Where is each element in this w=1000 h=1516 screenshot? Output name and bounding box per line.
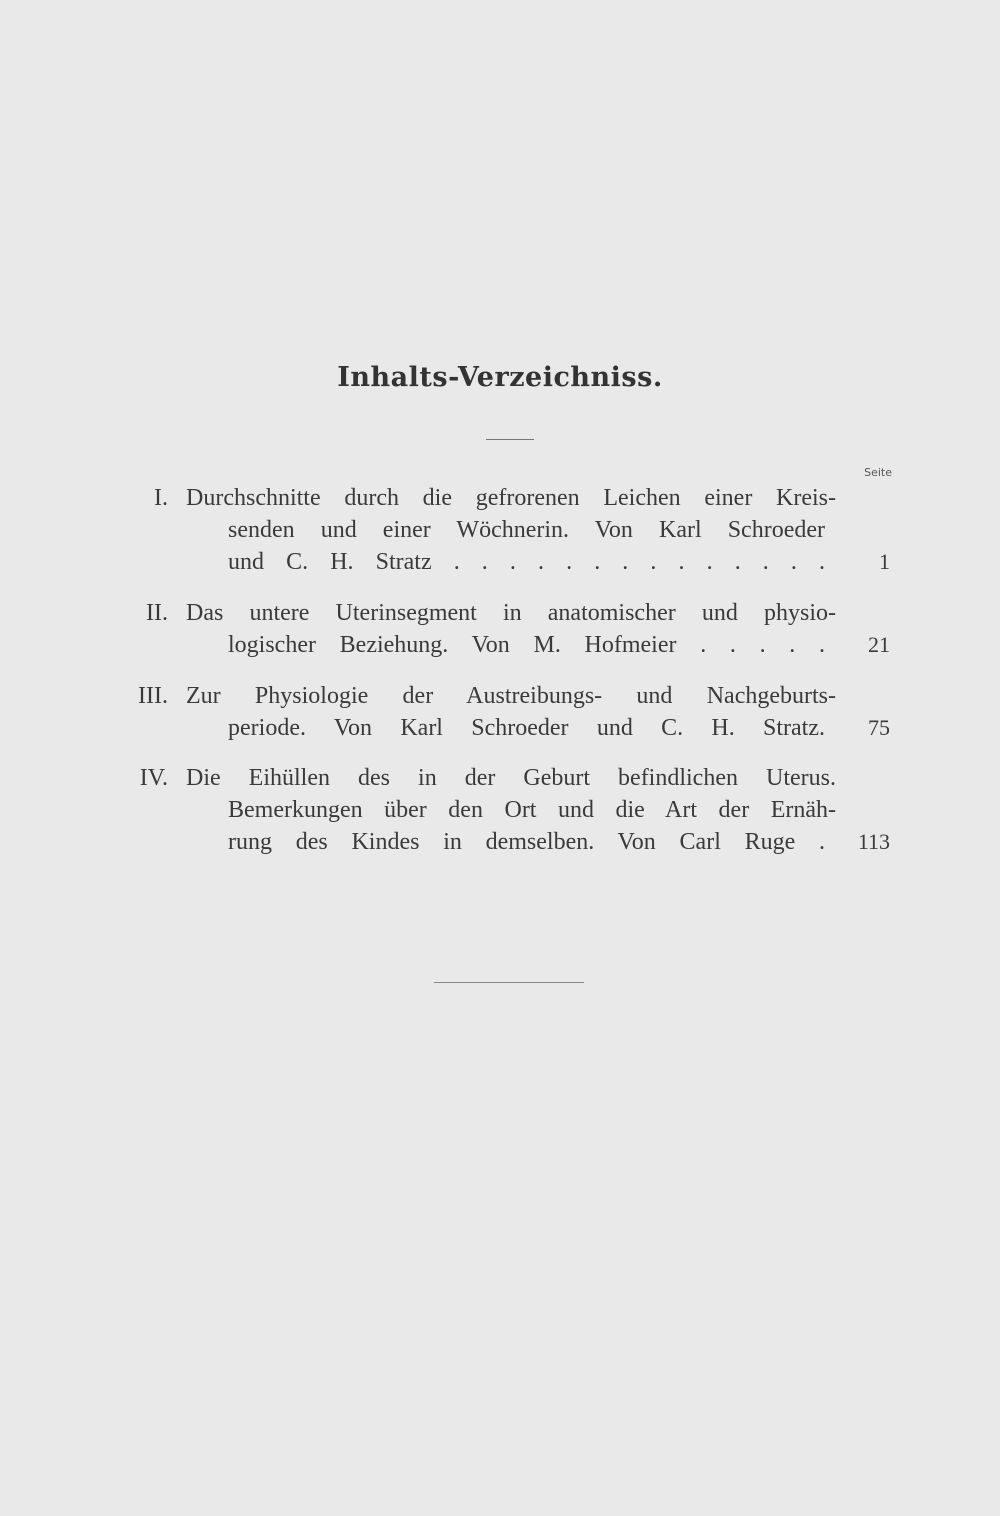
entry-page-number: 21: [868, 632, 890, 657]
page-title: Inhalts-Verzeichniss.: [337, 362, 663, 393]
entry-numeral: I.: [154, 485, 168, 511]
entry-page-number: 1: [879, 549, 890, 574]
entry-line: logischer Beziehung. Von M. Hofmeier . . . . .: [228, 632, 825, 658]
entry-line: und C. H. Stratz . . . . . . . . . . . . . .: [228, 549, 825, 575]
entry-numeral: II.: [146, 600, 168, 626]
entry-line: senden und einer Wöchnerin. Von Karl Schroeder: [228, 517, 825, 543]
entry-numeral: III.: [138, 683, 168, 709]
bottom-rule: [434, 982, 584, 983]
entry-line: rung des Kindes in demselben. Von Carl Ruge .: [228, 829, 825, 855]
entry-numeral: IV.: [139, 765, 168, 791]
entry-line: Zur Physiologie der Austreibungs- und Nachgeburts-: [186, 683, 836, 709]
seite-label: Seite: [864, 466, 892, 479]
entry-line: periode. Von Karl Schroeder und C. H. Stratz.: [228, 715, 825, 741]
entry-line: Bemerkungen über den Ort und die Art der Ernäh-: [228, 797, 836, 823]
entry-page-number: 75: [868, 715, 890, 740]
entry-page-number: 113: [857, 829, 890, 854]
entry-line: Durchschnitte durch die gefrorenen Leichen einer Kreis-: [186, 485, 836, 511]
entry-line: Das untere Uterinsegment in anatomischer und physio-: [186, 600, 836, 626]
entry-line: Die Eihüllen des in der Geburt befindlichen Uterus.: [186, 765, 836, 791]
title-rule: [486, 439, 534, 440]
